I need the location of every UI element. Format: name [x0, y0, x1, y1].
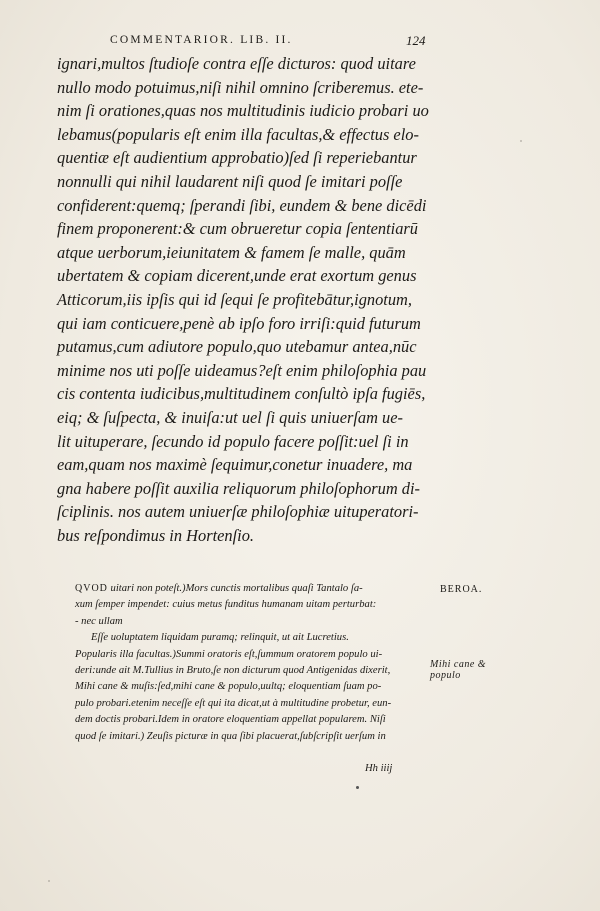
text-line: minime nos uti poſſe uideamus?eſt enim philoſophia pau	[57, 360, 427, 380]
text-line: quentiæ eſt audientium approbatio)ſed ſi reperiebantur	[57, 148, 417, 168]
text-line: nim ſi orationes,quas nos multitudinis iudicio probari uo	[57, 101, 429, 121]
margin-note-beroa: BEROA.	[440, 584, 483, 595]
text-line: Atticorum,iis ipſis qui id ſequi ſe profitebātur,ignotum,	[57, 289, 412, 309]
text-line: cis contenta iudicibus,multitudinem conſultò ipſa fugiēs,	[57, 384, 426, 404]
text-line: eam,quam nos maximè ſequimur,conetur inuadere, ma	[57, 455, 413, 475]
text-line: bus reſpondimus in Hortenſio.	[57, 525, 254, 545]
signature-mark: Hh iiij	[365, 763, 393, 775]
main-text-block	[57, 52, 467, 571]
text-line: qui iam conticuere,penè ab ipſo foro irriſi:quid futurum	[57, 313, 421, 333]
text-line: putamus,cum adiutore populo,quo utebamur antea,nūc	[57, 337, 417, 357]
commentary-line	[75, 745, 435, 761]
text-line: finem proponerent:& cum obrueretur copia ſententiarū	[57, 219, 418, 239]
ink-dot	[356, 786, 359, 789]
page-number: 124	[406, 33, 426, 48]
commentary-line: - nec ullam	[75, 615, 123, 627]
commentary-quote: Eſſe uoluptatem liquidam puramq; relinquit, ut ait Lucretius.	[91, 632, 349, 644]
text-line: gna habere poſſit auxilia reliquorum philoſophorum di-	[57, 478, 421, 498]
commentary-line: pulo probari.etenim neceſſe eſt qui ita dicat,ut à multitudine probetur, eun-	[75, 697, 392, 709]
text-line: eiq; & ſuſpecta, & inuiſa:ut uel ſi quis uniuerſam ue-	[57, 407, 403, 427]
paper-speck	[520, 140, 522, 142]
text-line: lit uituperare, ſecundo id populo facere poſſit:uel ſi in	[57, 431, 409, 451]
text-line: nonnulli qui nihil laudarent niſi quod ſe imitari poſſe	[57, 171, 403, 191]
commentary-line: quod ſe imitari.) Zeuſis picturæ in qua ſibi placuerat,ſubſcripſit uerſum in	[75, 730, 386, 742]
paper-speck	[48, 880, 50, 882]
running-head: COMMENTARIOR. LIB. II.	[110, 34, 293, 46]
text-line: ſciplinis. nos autem uniuerſæ philoſophiæ uituperatori-	[57, 502, 419, 522]
commentary-line: dem doctis probari.Idem in oratore eloquentiam appellat popularem. Niſi	[75, 714, 386, 726]
commentary-line: Popularis illa facultas.)Summi oratoris eſt,ſummum oratorem populo ui-	[75, 648, 383, 660]
margin-note-mihi-cane: Mihi cane & populo	[430, 659, 487, 681]
commentary-line: Mihi cane & muſis:ſed,mihi cane & populo,uultq; eloquentiam ſuam po-	[75, 681, 382, 693]
lemma-initial: QVOD	[75, 583, 108, 594]
commentary-line: deri:unde ait M.Tullius in Bruto,ſe non dicturum quod Antigenidas dixerit,	[75, 664, 391, 676]
text-line: atque uerborum,ieiunitatem & famem ſe malle, quām	[57, 242, 406, 262]
text-line	[57, 547, 467, 571]
text-line: lebamus(popularis eſt enim illa facultas,& effectus elo-	[57, 124, 419, 144]
commentary-line: xum ſemper impendet: cuius metus funditus humanam uitam perturbat:	[75, 599, 377, 611]
commentary-line: QVOD uitari non poteſt.)Mors cunctis mortalibus quaſi Tantalo ſa-	[75, 583, 363, 594]
text-line: ignari,multos ſtudioſe contra eſſe dicturos: quod uitare	[57, 54, 416, 73]
commentary-block	[75, 581, 435, 778]
text-line: ubertatem & copiam dicerent,unde erat exortum genus	[57, 266, 417, 286]
text-line: nullo modo potuimus,niſi nihil omnino ſcriberemus. ete-	[57, 77, 424, 97]
text-line: confiderent:quemq; ſperandi ſibi, eundem & bene dicēdi	[57, 195, 427, 215]
